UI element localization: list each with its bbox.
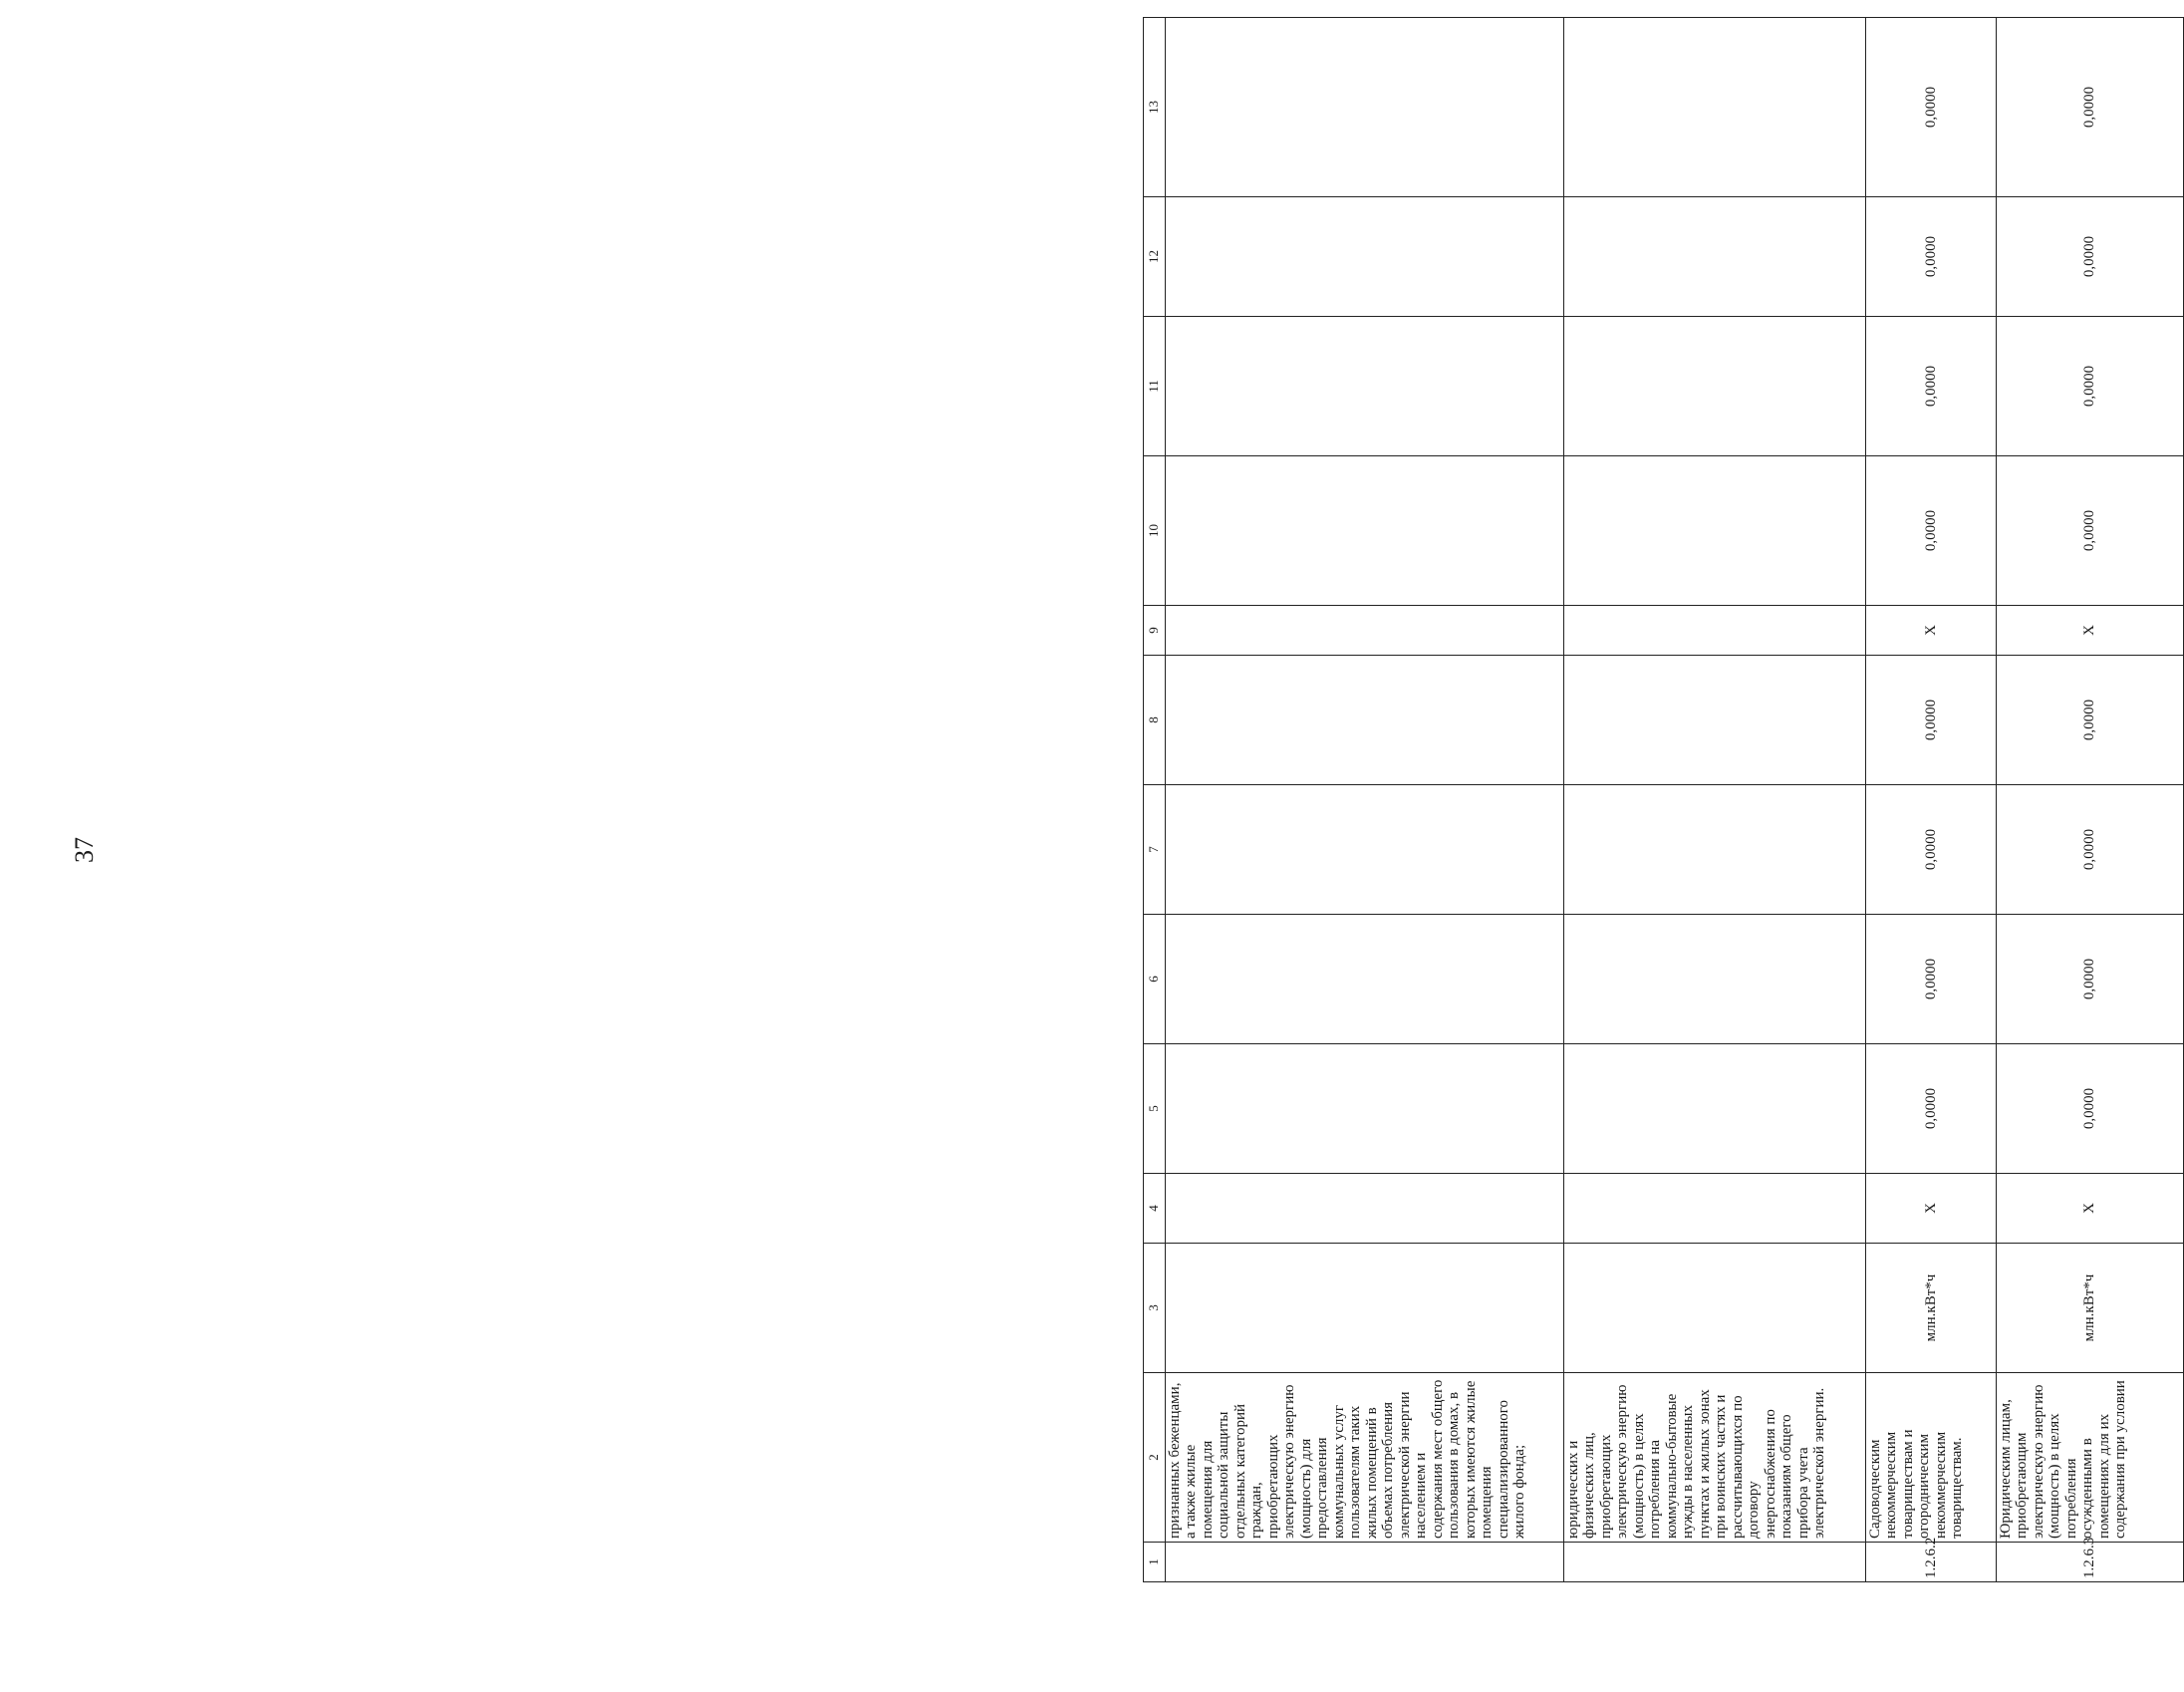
unit-cell: [1165, 1244, 1563, 1373]
column-number: 8: [1144, 656, 1166, 785]
value-cell: [1563, 317, 1865, 456]
row-code: 1.2.6.2: [1865, 1543, 1996, 1582]
value-cell: [1563, 1044, 1865, 1174]
value-cell: 0,0000: [1865, 785, 1996, 915]
value-cell: 0,0000: [1996, 197, 2183, 317]
column-number: 11: [1144, 317, 1166, 456]
value-cell: 0,0000: [1865, 18, 1996, 197]
column-number: 2: [1144, 1373, 1166, 1543]
value-cell: Х: [1865, 606, 1996, 656]
row-code: [1165, 1543, 1563, 1582]
column-number-row: [1144, 18, 1166, 1582]
value-cell: 0,0000: [1996, 18, 2183, 197]
column-number: 13: [1144, 18, 1166, 197]
value-cell: [1165, 18, 1563, 197]
unit-cell: [1563, 1244, 1865, 1373]
unit-cell: млн.кВт*ч: [1996, 1244, 2183, 1373]
value-cell: 0,0000: [1865, 197, 1996, 317]
value-cell: Х: [1996, 606, 2183, 656]
column-number: 4: [1144, 1174, 1166, 1244]
column-number: 1: [1144, 1543, 1166, 1582]
value-cell: 0,0000: [1996, 317, 2183, 456]
row-description: Юридическим лицам, приобретающим электрическую энергию (мощность) в целях потребления осужденными в помещениях для их содержания при условии: [1996, 1373, 2183, 1543]
table-row: [1165, 18, 1563, 1582]
value-cell: Х: [1865, 1174, 1996, 1244]
table-row: [1996, 18, 2183, 1582]
rotated-table-container: [1143, 18, 2184, 1582]
value-cell: [1165, 317, 1563, 456]
value-cell: [1165, 197, 1563, 317]
value-cell: 0,0000: [1996, 915, 2183, 1044]
value-cell: 0,0000: [1865, 317, 1996, 456]
value-cell: 0,0000: [1996, 656, 2183, 785]
unit-cell: млн.кВт*ч: [1865, 1244, 1996, 1373]
row-description: Садоводческим некоммерческим товариществам и огородническим некоммерческим товариществам.: [1865, 1373, 1996, 1543]
value-cell: [1165, 656, 1563, 785]
value-cell: [1165, 1044, 1563, 1174]
value-cell: [1563, 456, 1865, 606]
value-cell: 0,0000: [1996, 1044, 2183, 1174]
value-cell: 0,0000: [1865, 656, 1996, 785]
value-cell: [1165, 606, 1563, 656]
value-cell: 0,0000: [1865, 915, 1996, 1044]
table-row: [1563, 18, 1865, 1582]
column-number: 7: [1144, 785, 1166, 915]
value-cell: 0,0000: [1996, 785, 2183, 915]
value-cell: [1563, 1174, 1865, 1244]
value-cell: [1165, 1174, 1563, 1244]
column-number: 5: [1144, 1044, 1166, 1174]
value-cell: [1165, 456, 1563, 606]
table-row: [1865, 18, 1996, 1582]
value-cell: [1165, 915, 1563, 1044]
page-number: 37: [70, 837, 99, 863]
value-cell: Х: [1996, 1174, 2183, 1244]
value-cell: [1563, 656, 1865, 785]
value-cell: 0,0000: [1865, 456, 1996, 606]
value-cell: [1563, 18, 1865, 197]
value-cell: 0,0000: [1996, 456, 2183, 606]
row-description: признанных беженцами, а также жилые помещения для социальной защиты отдельных категорий граждан, приобретающих электрическую энергию (мощность) для предоставления коммунальных услуг пользователям таких жилых помещений в объемах потребления электрической энергии населением и содержания мест общего пользования в домах, в которых имеются жилые помещения специализированного жилого фонда;: [1165, 1373, 1563, 1543]
data-table: [1143, 17, 2184, 1582]
column-number: 3: [1144, 1244, 1166, 1373]
column-number: 10: [1144, 456, 1166, 606]
value-cell: [1563, 915, 1865, 1044]
row-code: 1.2.6.3: [1996, 1543, 2183, 1582]
value-cell: 0,0000: [1865, 1044, 1996, 1174]
row-description: юридических и физических лиц, приобретающих электрическую энергию (мощность) в целях потребления на коммунально-бытовые нужды в населенных пунктах и жилых зонах при воинских частях и рассчитывающихся по договору энергоснабжения по показаниям общего прибора учета электрической энергии.: [1563, 1373, 1865, 1543]
value-cell: [1563, 785, 1865, 915]
column-number: 12: [1144, 197, 1166, 317]
column-number: 9: [1144, 606, 1166, 656]
value-cell: [1165, 785, 1563, 915]
row-code: [1563, 1543, 1865, 1582]
value-cell: [1563, 197, 1865, 317]
column-number: 6: [1144, 915, 1166, 1044]
value-cell: [1563, 606, 1865, 656]
